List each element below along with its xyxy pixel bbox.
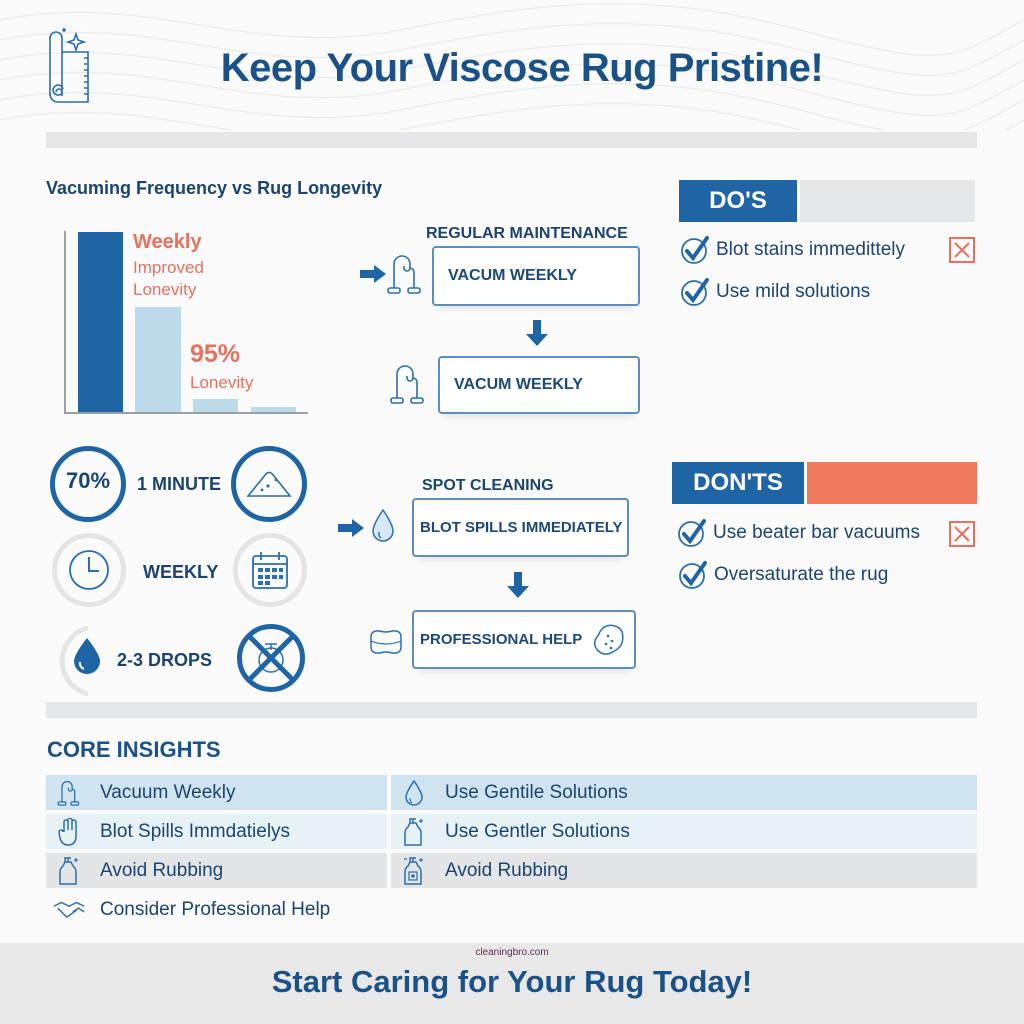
insight-row xyxy=(46,775,387,810)
insight-label: Avoid Rubbing xyxy=(445,859,569,881)
chart-label-lonevity: Lonevity xyxy=(133,280,197,299)
metric-circle-70-percent xyxy=(50,446,126,522)
water-drop-outline-icon xyxy=(371,508,395,544)
donts-header-bar xyxy=(807,462,977,504)
percent-label: 70% xyxy=(65,468,111,493)
regular-maintenance-heading: REGULAR MAINTENANCE xyxy=(426,225,628,242)
arrow-right-icon xyxy=(338,519,364,537)
call-to-action: Start Caring for Your Rug Today! xyxy=(271,964,753,999)
vacuum-icon xyxy=(52,779,86,807)
arrow-down-icon xyxy=(507,572,529,598)
x-box-icon xyxy=(949,237,975,263)
chart-bar-3 xyxy=(193,399,238,412)
sponge-icon xyxy=(368,627,404,657)
flow-step-label: BLOT SPILLS IMMEDIATELY xyxy=(420,519,623,536)
chart-bar-1 xyxy=(78,232,123,412)
donts-item xyxy=(677,518,920,548)
dos-item xyxy=(680,235,905,265)
insight-row xyxy=(391,853,977,888)
flow-step-label: VACUM WEEKLY xyxy=(448,267,577,284)
metric-weekly: WEEKLY xyxy=(143,562,219,582)
metric-2-3-drops: 2-3 DROPS xyxy=(117,650,213,670)
sponge-icon xyxy=(594,624,624,658)
core-insights-title: CORE INSIGHTS xyxy=(47,737,221,762)
spray-bottle-icon xyxy=(397,818,431,846)
dos-header xyxy=(679,180,975,222)
insight-row xyxy=(46,853,387,888)
vacuum-icon xyxy=(386,252,424,296)
chart-label-lonevity-2: Lonevity xyxy=(190,373,254,392)
insight-label: Avoid Rubbing xyxy=(100,859,224,881)
chart-y-axis xyxy=(64,231,66,414)
donts-item-label: Oversaturate the rug xyxy=(714,564,889,585)
insight-label: Use Gentile Solutions xyxy=(445,781,628,803)
dos-item-label: Blot stains immedittely xyxy=(716,239,906,260)
handshake-icon xyxy=(52,896,86,924)
donts-item xyxy=(678,560,888,590)
spot-cleaning-heading: SPOT CLEANING xyxy=(422,477,554,494)
clock-icon xyxy=(52,533,126,607)
spray-bottle-icon xyxy=(52,857,86,885)
no-rubbing-icon xyxy=(237,624,305,692)
chart-label-percent: 95% xyxy=(190,340,241,368)
dos-item-label: Use mild solutions xyxy=(716,281,871,302)
insight-label: Blot Spills Immdatielys xyxy=(100,820,291,842)
insight-row xyxy=(46,814,387,849)
flow-step-blot-spills xyxy=(412,498,629,557)
arrow-down-icon xyxy=(526,320,548,346)
arrow-right-icon xyxy=(360,265,386,283)
vacuum-icon xyxy=(388,362,428,406)
flow-step-label: VACUM WEEKLY xyxy=(454,376,583,393)
middle-divider xyxy=(46,702,977,718)
chart-x-axis xyxy=(64,412,308,414)
water-drop-outline-icon xyxy=(397,779,431,807)
chart-title: Vacuming Frequency vs Rug Longevity xyxy=(46,178,383,198)
dos-header-bar xyxy=(800,180,975,222)
flow-step-vacuum-weekly-1 xyxy=(432,246,640,306)
donts-heading: DON'TS xyxy=(672,462,804,504)
page-title: Keep Your Viscose Rug Pristine! xyxy=(220,46,824,90)
check-circle-icon xyxy=(680,277,710,307)
insight-label: Vacuum Weekly xyxy=(100,781,236,803)
dirt-pile-icon xyxy=(231,446,307,522)
top-divider xyxy=(46,132,977,148)
check-circle-icon xyxy=(678,560,708,590)
chart-label-weekly: Weekly xyxy=(133,231,202,253)
donts-item-label: Use beater bar vacuums xyxy=(713,522,920,543)
check-circle-icon xyxy=(680,235,710,265)
chart-bar-4 xyxy=(251,407,296,412)
chart-label-improved: Improved xyxy=(133,258,204,277)
chart-bar-2 xyxy=(135,307,181,412)
flow-step-vacuum-weekly-2 xyxy=(438,356,640,414)
water-drop-icon xyxy=(74,638,100,674)
insight-row xyxy=(391,775,977,810)
calendar-icon xyxy=(233,533,307,607)
dos-heading: DO'S xyxy=(679,180,797,222)
cleaner-bottle-icon xyxy=(397,857,431,885)
x-box-icon xyxy=(949,521,975,547)
insight-label: Consider Professional Help xyxy=(100,898,331,920)
check-circle-icon xyxy=(677,518,707,548)
metric-1-minute: 1 MINUTE xyxy=(137,474,222,494)
hand-icon xyxy=(52,818,86,846)
donts-header xyxy=(672,462,977,504)
flow-step-professional-help xyxy=(412,610,636,669)
insight-row xyxy=(46,892,387,927)
flow-step-label: PROFESSIONAL HELP xyxy=(420,631,583,648)
site-url: cleaningbro.com xyxy=(475,947,549,958)
insight-row xyxy=(391,814,977,849)
insight-label: Use Gentler Solutions xyxy=(445,820,630,842)
dos-item xyxy=(680,277,870,307)
